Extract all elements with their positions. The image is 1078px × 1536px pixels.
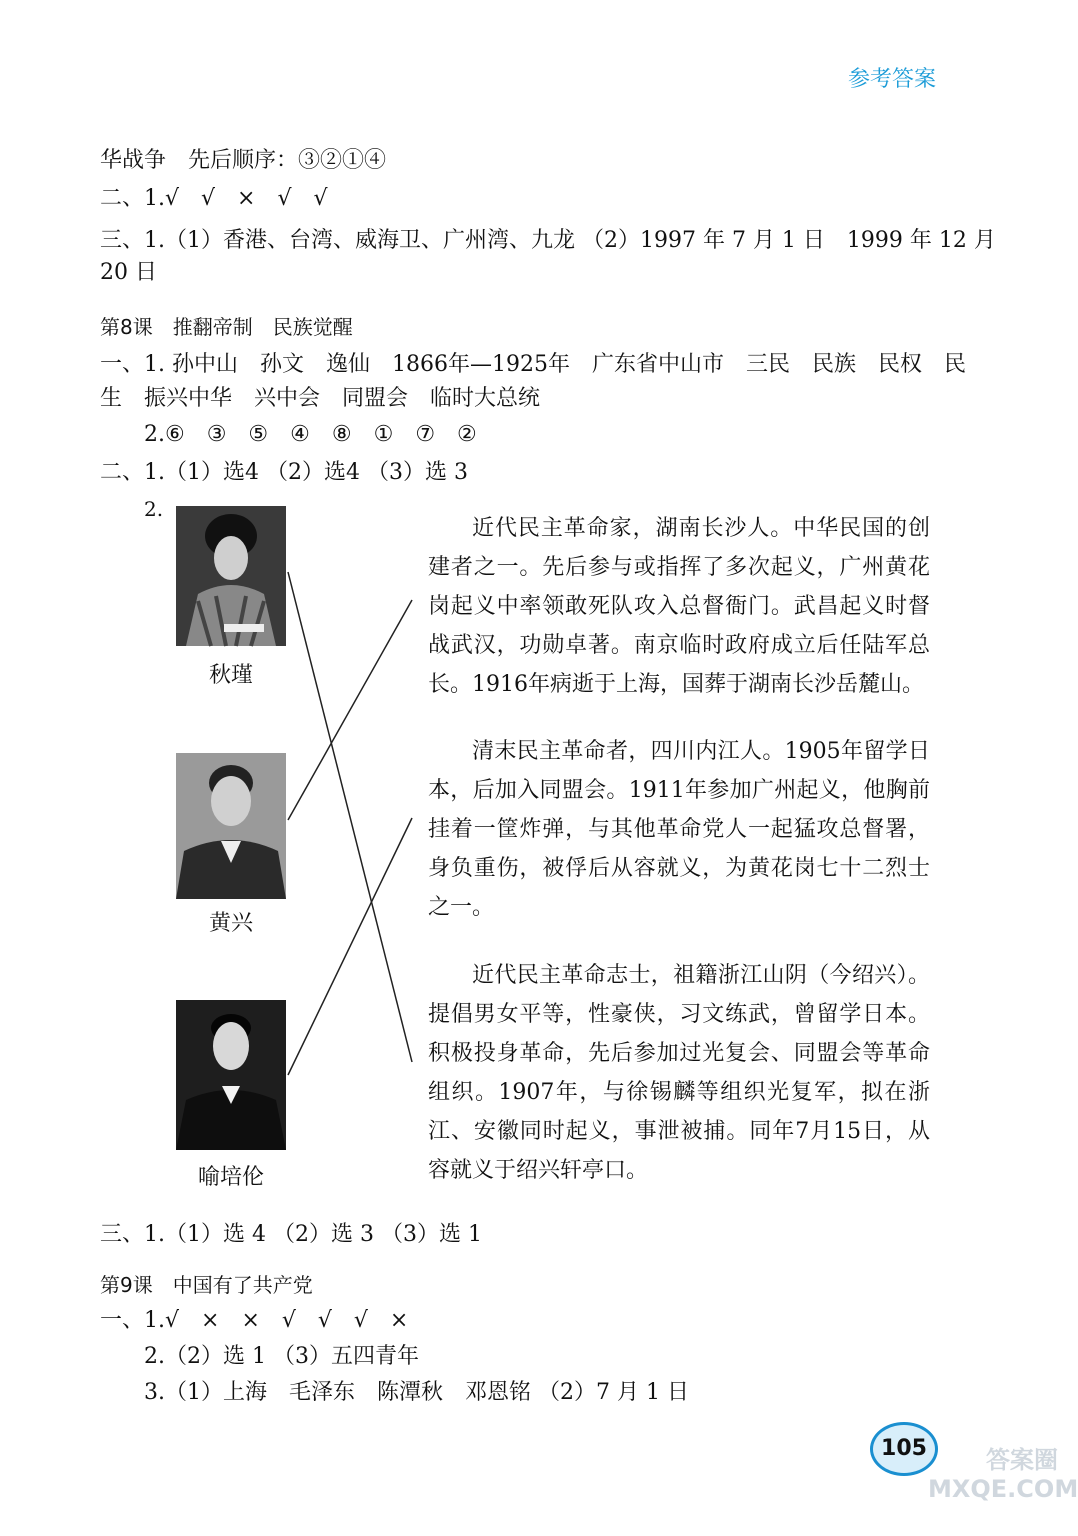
answer-line: 2.⑥ ③ ⑤ ④ ⑧ ① ⑦ ② [144, 422, 477, 447]
answer-line: 2.（2）选 1 （3）五四青年 [144, 1344, 419, 1369]
answer-line: 一、1.√ × × √ √ √ × [100, 1308, 409, 1333]
answer-line: 三、1.（1）香港、台湾、威海卫、广州湾、九龙 （2）1997 年 7 月 1 日 1999 年 12 月 [100, 228, 996, 253]
match-line [288, 818, 412, 1075]
answer-line: 生 振兴中华 兴中会 同盟会 临时大总统 [100, 386, 541, 411]
answer-line: 二、1.√ √ × √ √ [100, 186, 328, 211]
watermark-logo: 答案圈 MXQE.COM [928, 1446, 1078, 1503]
portrait-caption: 黄兴 [208, 911, 253, 936]
answer-line: 一、1. 孙中山 孙文 逸仙 1866年—1925年 广东省中山市 三民 民族 民权 民 [100, 352, 966, 377]
question-number: 2. [144, 497, 164, 521]
page-number: 105 [870, 1422, 938, 1476]
header-title: 参考答案 [848, 67, 937, 92]
portrait-caption: 秋瑾 [208, 663, 253, 688]
answer-line: 华战争 先后顺序：③②①④ [100, 148, 387, 173]
answer-line: 三、1.（1）选 4 （2）选 3 （3）选 1 [100, 1222, 482, 1247]
description-paragraph: 清末民主革命者，四川内江人。1905年留学日本，后加入同盟会。1911年参加广州起义，他胸前挂着一筐炸弹，与其他革命党人一起猛攻总督署，身负重伤，被俘后从容就义，为黄花岗七十二烈士之一。 [428, 739, 930, 920]
description-paragraph: 近代民主革命志士，祖籍浙江山阴（今绍兴）。提倡男女平等，性豪侠，习文练武，曾留学日本。积极投身革命，先后参加过光复会、同盟会等革命组织。1907年，与徐锡麟等组织光复军，拟在浙江、安徽同时起义，事泄被捕。同年7月15日，从容就义于绍兴轩亭口。 [428, 963, 930, 1183]
portrait-caption: 喻培伦 [197, 1165, 264, 1190]
match-line [288, 600, 412, 820]
lesson-title: 第8课 推翻帝制 民族觉醒 [100, 315, 353, 339]
description-paragraph: 近代民主革命家，湖南长沙人。中华民国的创建者之一。先后参与或指挥了多次起义，广州黄花岗起义中率领敢死队攻入总督衙门。武昌起义时督战武汉，功勋卓著。南京临时政府成立后任陆军总长。1916年病逝于上海，国葬于湖南长沙岳麓山。 [428, 516, 930, 697]
answer-line: 3.（1）上海 毛泽东 陈潭秋 邓恩铭 （2）7 月 1 日 [144, 1380, 689, 1405]
answer-line: 20 日 [100, 260, 157, 285]
lesson-title: 第9课 中国有了共产党 [100, 1273, 313, 1297]
match-line [288, 572, 412, 1062]
answer-line: 二、1.（1）选4 （2）选4 （3）选 3 [100, 460, 468, 485]
